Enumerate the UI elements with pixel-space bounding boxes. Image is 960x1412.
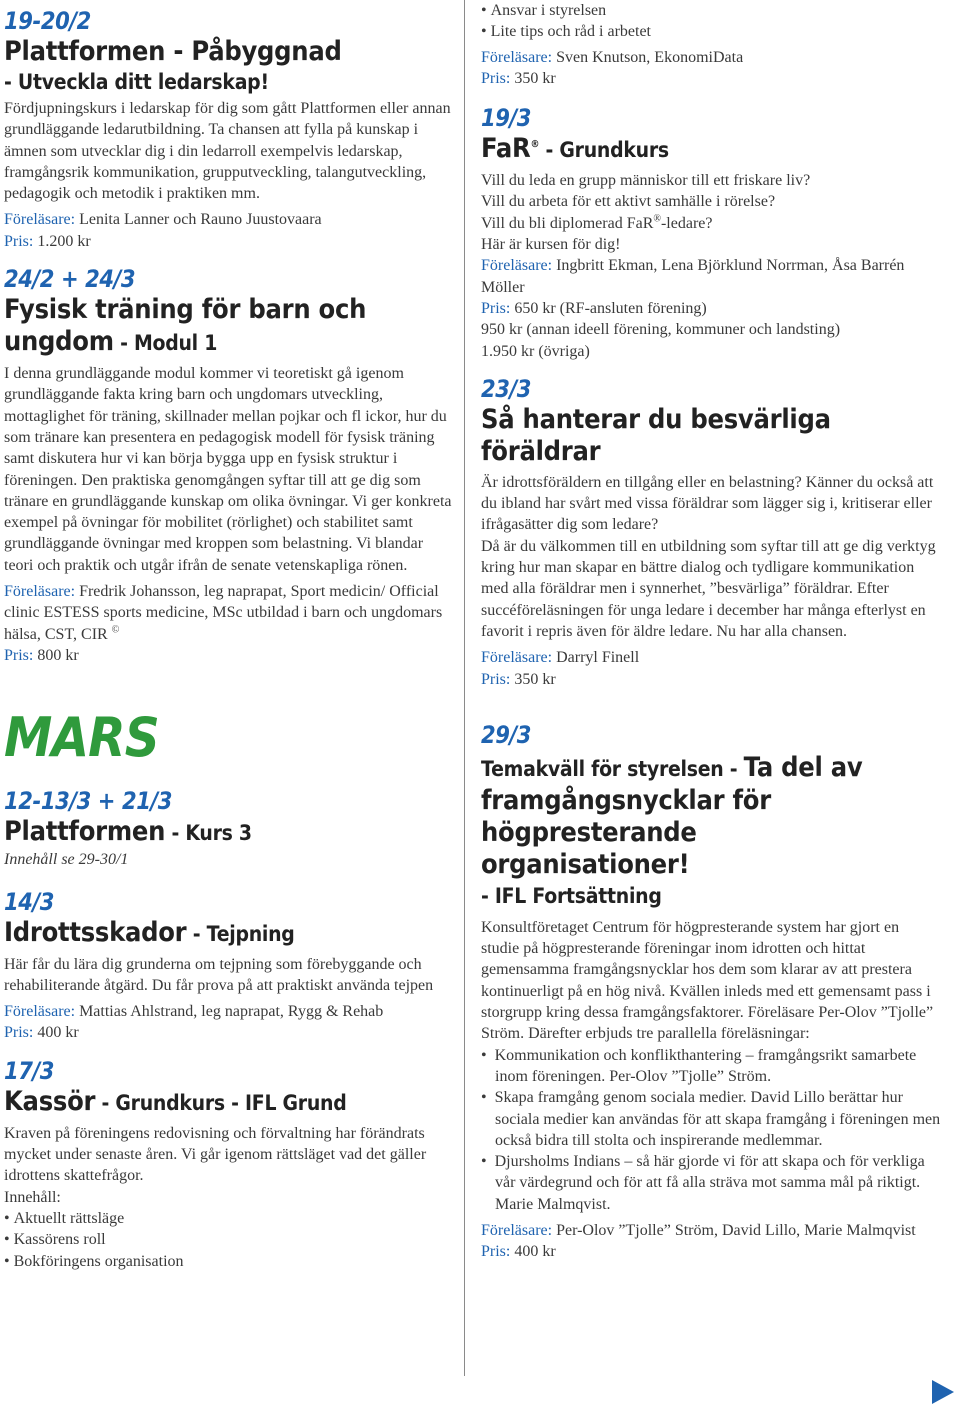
lecturer-names: Lenita Lanner och Rauno Juustovaara	[75, 211, 322, 229]
event-kassor-continued	[481, 0, 941, 89]
event-date: 24/2 + 24/3	[4, 265, 136, 294]
price-value: 400 kr	[33, 1024, 79, 1042]
event-description: Konsultföretaget Centrum för högpresterande system har gjort en studie på högpresterande föreningar inom idrotten och hittat gemensamma framgångsnycklar hos dem som klarar av att prestera kontinuerligt på en hög nivå. Kvällen inleds med ett gemensamt pass i storgrupp kring dessa framgångsfaktorer. Föreläsare Per-Olov ”Tjolle” Ström. Därefter erbjuds tre parallella föreläsningar:	[481, 918, 934, 1043]
title-small: Temakväll för styrelsen -	[481, 756, 744, 781]
list-item: • Skapa framgång genom sociala medier. David Lillo berättar hur sociala medier kan användas för att skapa framgång i föreningen men också bidra till stolta och inspirerande medlemmar.	[481, 1087, 941, 1151]
list-item: • Bokföringens organisation	[4, 1251, 456, 1272]
list-item: • Ansvar i styrelsen	[481, 0, 941, 21]
title-sub: - Modul 1	[113, 331, 218, 356]
event-price	[481, 298, 941, 319]
title-main: Ta del av framgångsnycklar för högpresterande organisationer!	[481, 751, 863, 880]
event-line: Vill du leda en grupp människor till ett friskare liv?	[481, 172, 811, 190]
title-main: Idrottsskador	[4, 916, 187, 948]
event-title	[481, 752, 895, 881]
event-date: 19-20/2	[4, 7, 91, 35]
event-price	[4, 1022, 456, 1043]
lecturer-names: Fredrik Johansson, leg naprapat, Sport medicin/ Official clinic ESTESS sports medicine, MSc utbildad i barn och ungdomars hälsa, CST, CIR	[4, 583, 443, 643]
month-heading: MARS	[4, 706, 159, 770]
title-main: Fysisk träning för barn och ungdom	[4, 294, 367, 358]
event-title	[4, 917, 411, 950]
price-value: 350 kr	[510, 69, 556, 87]
lecturer-names: Sven Knutson, EkonomiData	[552, 48, 744, 66]
event-description: Här får du lära dig grunderna om tejpning som förebyggande och rehabiliterande åtgärd. Du får prova på att praktiskt använda tejpen	[4, 955, 434, 994]
event-price	[481, 669, 941, 690]
price-label: Pris:	[4, 232, 34, 250]
event-besvarliga-foraldrar	[481, 374, 941, 690]
event-fysisk-traning	[4, 264, 456, 666]
price-label: Pris:	[481, 670, 511, 688]
event-description: Är idrottsföräldern en tillgång eller en belastning? Känner du också att du ibland har svårt med vissa föräldrar som lägger sig i, kritiserar eller ifrågasätter dig som ledare?	[481, 473, 934, 534]
lecturer-label: Föreläsare:	[481, 48, 553, 66]
registered-mark: ®	[653, 213, 661, 225]
list-item: • Lite tips och råd i arbetet	[481, 21, 941, 42]
list-item: • Kommunikation och konflikthantering – framgångsrikt samarbete inom föreningen. Per-Olov ”Tjolle” Ström.	[481, 1045, 941, 1088]
event-title	[4, 294, 411, 359]
lecturer-label: Föreläsare:	[4, 211, 76, 229]
price-label: Pris:	[481, 69, 511, 87]
event-price	[481, 68, 941, 89]
event-title: Så hanterar du besvärliga föräldrar	[481, 403, 831, 467]
event-date: 19/3	[481, 104, 532, 133]
price-label: Pris:	[4, 646, 34, 664]
event-title	[4, 816, 411, 849]
lecturer-label: Föreläsare:	[4, 583, 76, 601]
lecturer-names: Mattias Ahlstrand, leg naprapat, Rygg & Rehab	[75, 1003, 384, 1021]
title-main: Plattformen	[4, 816, 166, 848]
event-price	[4, 231, 456, 252]
line-text: Vill du bli diplomerad FaR	[481, 214, 654, 232]
event-date: 14/3	[4, 887, 55, 916]
price-label: Pris:	[481, 1243, 511, 1261]
price-label: Pris:	[4, 1024, 34, 1042]
event-plattformen-kurs3	[4, 786, 456, 870]
event-line: Vill du arbeta för ett aktivt samhälle i rörelse?	[481, 193, 776, 211]
title-sub: - Kurs 3	[165, 821, 252, 846]
price-value: 350 kr	[510, 670, 556, 688]
lecturer-label: Föreläsare:	[481, 257, 553, 275]
event-description-2: Då är du välkommen till en utbildning som syftar till att ge dig verktyg kring hur man skapar en bättre dialog och tydligare kommunikation med alla föräldrar men i synnerhet, ”besvärliga” föräldrar. Efter succéföreläsningen för unga ledare i december har många efterlyst en favorit i repris även för äldre ledare. Nu har alla chansen.	[481, 537, 936, 640]
lecture-list	[481, 1045, 941, 1215]
lecturer-label: Föreläsare:	[481, 1221, 553, 1239]
title-main: FaR	[481, 133, 531, 165]
event-date: 23/3	[481, 374, 532, 403]
event-far-grundkurs	[481, 103, 941, 362]
event-date: 29/3	[481, 720, 532, 749]
title-sub: - Grundkurs - IFL Grund	[95, 1090, 347, 1115]
event-price	[4, 645, 456, 666]
lecturer-names: Ingbritt Ekman, Lena Björklund Norrman, Åsa Barrén Möller	[481, 257, 905, 296]
event-title	[481, 133, 895, 166]
event-price	[481, 1241, 941, 1262]
event-plattformen-pabyggnad	[4, 6, 456, 252]
lecturer-label: Föreläsare:	[4, 1003, 76, 1021]
event-description: Kraven på föreningens redovisning och förvaltning har förändrats mycket under senaste åren. Vi går igenom rättsläget vad det gäller idrottens skattefrågor.	[4, 1124, 427, 1185]
event-description: Fördjupningskurs i ledarskap för dig som gått Plattformen eller annan grundläggande ledarutbildning. Ta chansen att fylla på kunskap i ämnen som utvecklar dig i din ledarroll exempelvis ledarskap, framgångsrik kommunikation, grupputveckling, talangutveckling, pedagogik och metodik i praktiken mm.	[4, 100, 451, 203]
event-subtitle: - Utveckla ditt ledarskap!	[4, 70, 269, 94]
list-item: • Djursholms Indians – så här gjorde vi för att skapa och för verkliga vår värdegrund och för att få alla sträva mot samma mål på riktigt. Marie Malmqvist.	[481, 1151, 941, 1215]
content-label: Innehåll:	[4, 1188, 61, 1206]
event-lecturer	[4, 1001, 456, 1022]
event-description: Innehåll se 29-30/1	[4, 851, 129, 869]
registered-mark: ®	[530, 139, 540, 151]
event-date: 17/3	[4, 1056, 55, 1085]
lecturer-names: Per-Olov ”Tjolle” Ström, David Lillo, Marie Malmqvist	[552, 1221, 916, 1239]
event-lecturer	[481, 647, 941, 668]
event-lecturer	[4, 581, 456, 645]
list-item: • Aktuellt rättsläge	[4, 1208, 456, 1229]
title-sub: - Tejpning	[186, 921, 295, 946]
event-title: Plattformen - Påbyggnad	[4, 36, 342, 67]
event-date: 12-13/3 + 21/3	[4, 787, 172, 816]
list-item: • Kassörens roll	[4, 1229, 456, 1250]
event-lecturer	[481, 47, 941, 68]
content-list	[481, 0, 941, 43]
event-lecturer	[4, 209, 456, 230]
copyright-mark: ©	[111, 624, 120, 636]
event-idrottsskador	[4, 887, 456, 1044]
event-subtitle: - IFL Fortsättning	[481, 883, 662, 908]
right-column	[481, 0, 941, 1263]
play-arrow-icon[interactable]	[932, 1380, 954, 1404]
left-column	[4, 0, 456, 1272]
event-temakvall-styrelsen	[481, 720, 941, 1263]
column-divider	[464, 0, 465, 1376]
line-end: -ledare?	[660, 214, 713, 232]
event-line: Här är kursen för dig!	[481, 236, 621, 254]
price-value: 400 kr	[510, 1243, 556, 1261]
event-price-3: 1.950 kr (övriga)	[481, 342, 590, 360]
event-lecturer	[481, 1220, 941, 1241]
lecturer-label: Föreläsare:	[481, 649, 553, 667]
price-value: 800 kr	[33, 646, 79, 664]
event-description: I denna grundläggande modul kommer vi teoretiskt gå igenom grundläggande fakta kring barn och ungdomars utveckling, mottaglighet för träning, skillnader mellan pojkar och fl ickor, hur du som tränare kan presentera en pedagogisk modell för fysisk träning samt diskutera hur vi kan börja bygga upp en fysisk struktur i föreningen. Den praktiska genomgången syftar till att ge dig som tränare en grundläggande kunskap om olika övningar. Vi ger konkreta exempel på övningar för mobilitet (rörlighet) och stabilitet samt grundläggande övningar med kroppen som belastning. Vi blandar teori och praktik och utgår ifrån de senate vetenskapliga rönen.	[4, 365, 452, 574]
event-title	[4, 1086, 411, 1119]
event-kassor	[4, 1056, 456, 1272]
price-value: 650 kr (RF-ansluten förening)	[510, 299, 707, 317]
event-line	[481, 213, 941, 234]
price-value: 1.200 kr	[33, 232, 91, 250]
event-lecturer	[481, 255, 941, 298]
lecturer-names: Darryl Finell	[552, 649, 640, 667]
price-label: Pris:	[481, 299, 511, 317]
content-list	[4, 1208, 456, 1272]
title-main: Kassör	[4, 1085, 96, 1117]
title-sub: - Grundkurs	[539, 138, 669, 163]
event-price-2: 950 kr (annan ideell förening, kommuner och landsting)	[481, 321, 841, 339]
